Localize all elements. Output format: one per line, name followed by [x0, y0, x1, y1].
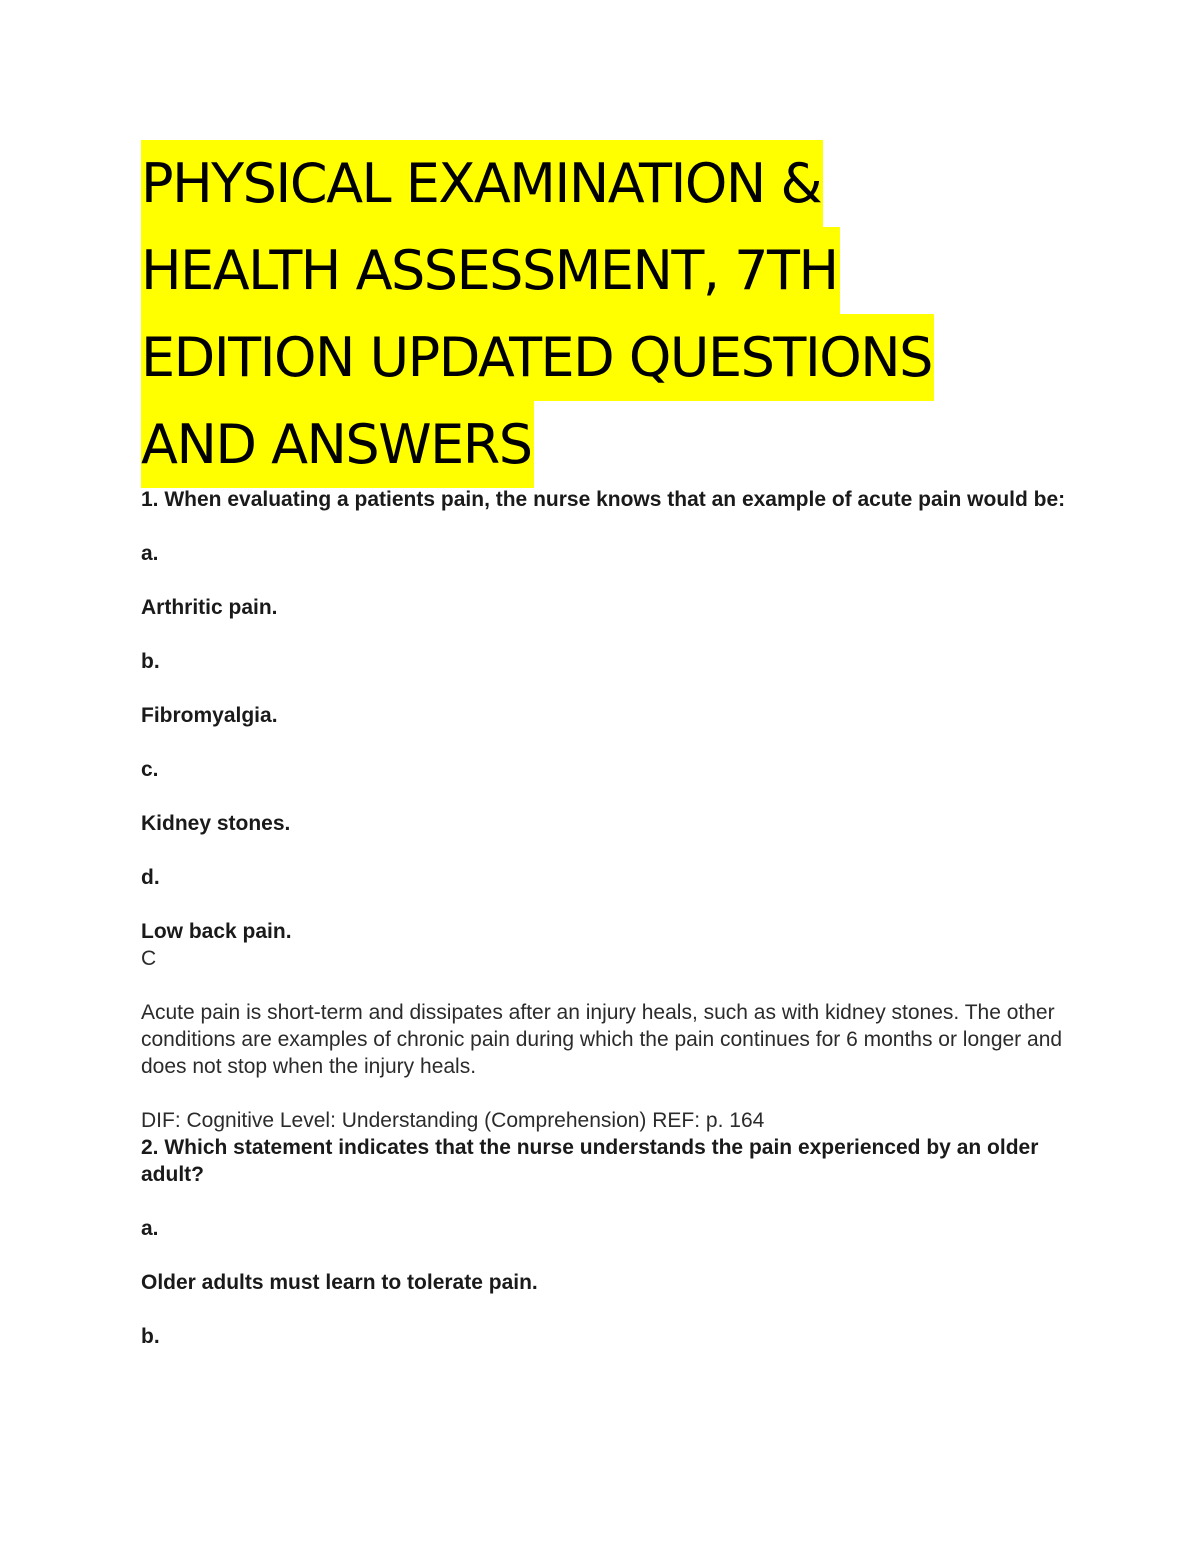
option-text: Low back pain.	[141, 920, 292, 943]
title-line	[141, 314, 1101, 401]
title-line-text: EDITION UPDATED QUESTIONS	[141, 314, 934, 401]
answer-key: C	[141, 947, 157, 970]
title-line	[141, 140, 1101, 227]
option-letter: b.	[141, 1325, 160, 1348]
question-2	[141, 1134, 1071, 1350]
option-text: Kidney stones.	[141, 812, 291, 835]
rationale-text: Acute pain is short-term and dissipates after an injury heals, such as with kidney stones. The other conditions are examples of chronic pain during which the pain continues for 6 months or longer and does not stop when the injury heals.	[141, 1001, 1063, 1078]
document-body	[141, 486, 1071, 1350]
option-text: Older adults must learn to tolerate pain.	[141, 1271, 538, 1294]
title-line-text: PHYSICAL EXAMINATION &	[141, 140, 823, 227]
title-line	[141, 401, 1101, 488]
title-line	[141, 227, 1101, 314]
question-text: 1. When evaluating a patients pain, the nurse knows that an example of acute pain would be:	[141, 488, 1066, 511]
difficulty-reference: DIF: Cognitive Level: Understanding (Comprehension) REF: p. 164	[141, 1109, 765, 1132]
title-line-text: HEALTH ASSESSMENT, 7TH	[141, 227, 840, 314]
option-letter: a.	[141, 542, 159, 565]
option-letter: b.	[141, 650, 160, 673]
option-text: Fibromyalgia.	[141, 704, 278, 727]
document-title	[141, 140, 1101, 488]
question-text: 2. Which statement indicates that the nurse understands the pain experienced by an older adult?	[141, 1136, 1039, 1186]
option-letter: c.	[141, 758, 159, 781]
title-line-text: AND ANSWERS	[141, 401, 534, 488]
option-letter: d.	[141, 866, 160, 889]
option-letter: a.	[141, 1217, 159, 1240]
question-1	[141, 486, 1071, 1134]
option-text: Arthritic pain.	[141, 596, 278, 619]
